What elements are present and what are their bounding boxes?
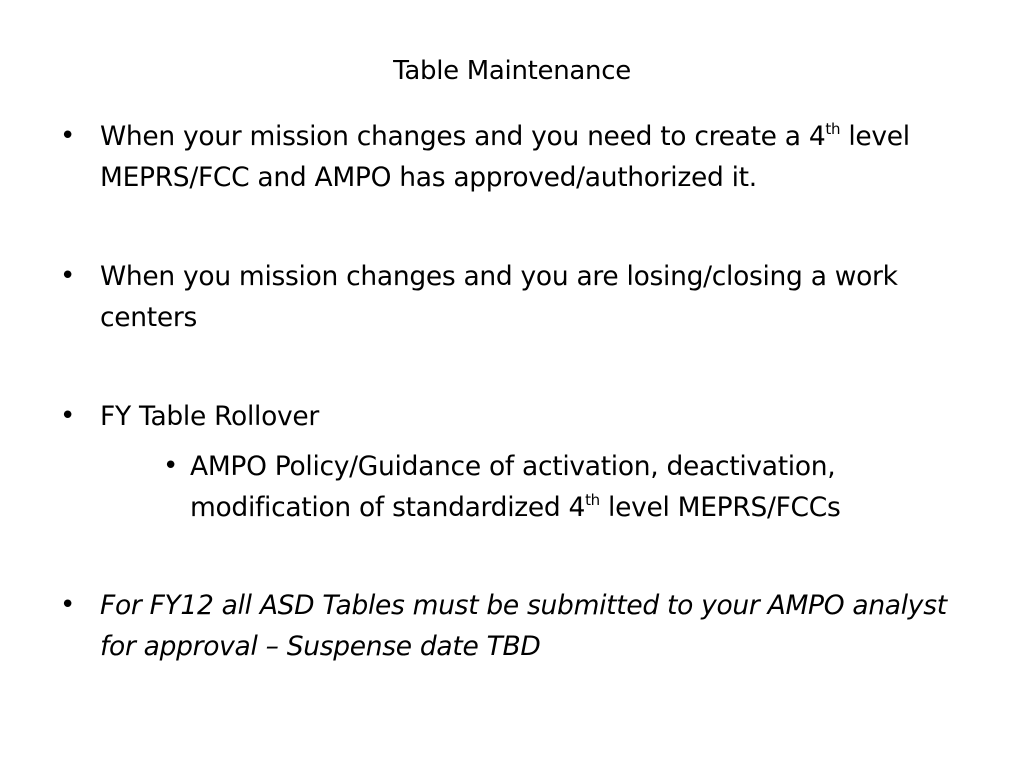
slide-title: Table Maintenance xyxy=(393,56,631,86)
bullet-dot-icon: • xyxy=(60,590,76,620)
bullet-text: For FY12 all ASD Tables must be submitted to your AMPO analyst for approval – Suspense date TBD xyxy=(100,590,947,662)
bullet-dot-icon: • xyxy=(60,401,76,431)
bullet-dot-icon: • xyxy=(163,451,179,481)
bullet-text: When you mission changes and you are losing/closing a work centers xyxy=(100,261,898,333)
bullet-dot-icon: • xyxy=(60,121,76,151)
bullet-text-part: AMPO Policy/Guidance of activation, deactivation, modification of standardized 4 xyxy=(190,451,836,523)
superscript-ordinal: th xyxy=(825,120,841,138)
bullet-text xyxy=(100,116,980,198)
bullet-dot-icon: • xyxy=(60,261,76,291)
bullet-item-fy-rollover xyxy=(60,396,980,437)
superscript-ordinal: th xyxy=(585,491,600,509)
bullet-item-create-meprs xyxy=(60,116,980,198)
bullet-text-part: When your mission changes and you need to create a 4 xyxy=(100,121,826,152)
bullet-text: FY Table Rollover xyxy=(100,401,319,432)
bullet-text xyxy=(190,446,963,528)
bullet-item-fy12-submission xyxy=(60,585,980,667)
sub-bullet-item-ampo-policy xyxy=(163,446,963,528)
bullet-item-closing-work-centers xyxy=(60,256,980,338)
bullet-text-part: level MEPRS/FCCs xyxy=(599,492,841,523)
bullet-text-part: level MEPRS/FCC and AMPO has approved/authorized it. xyxy=(100,121,910,193)
